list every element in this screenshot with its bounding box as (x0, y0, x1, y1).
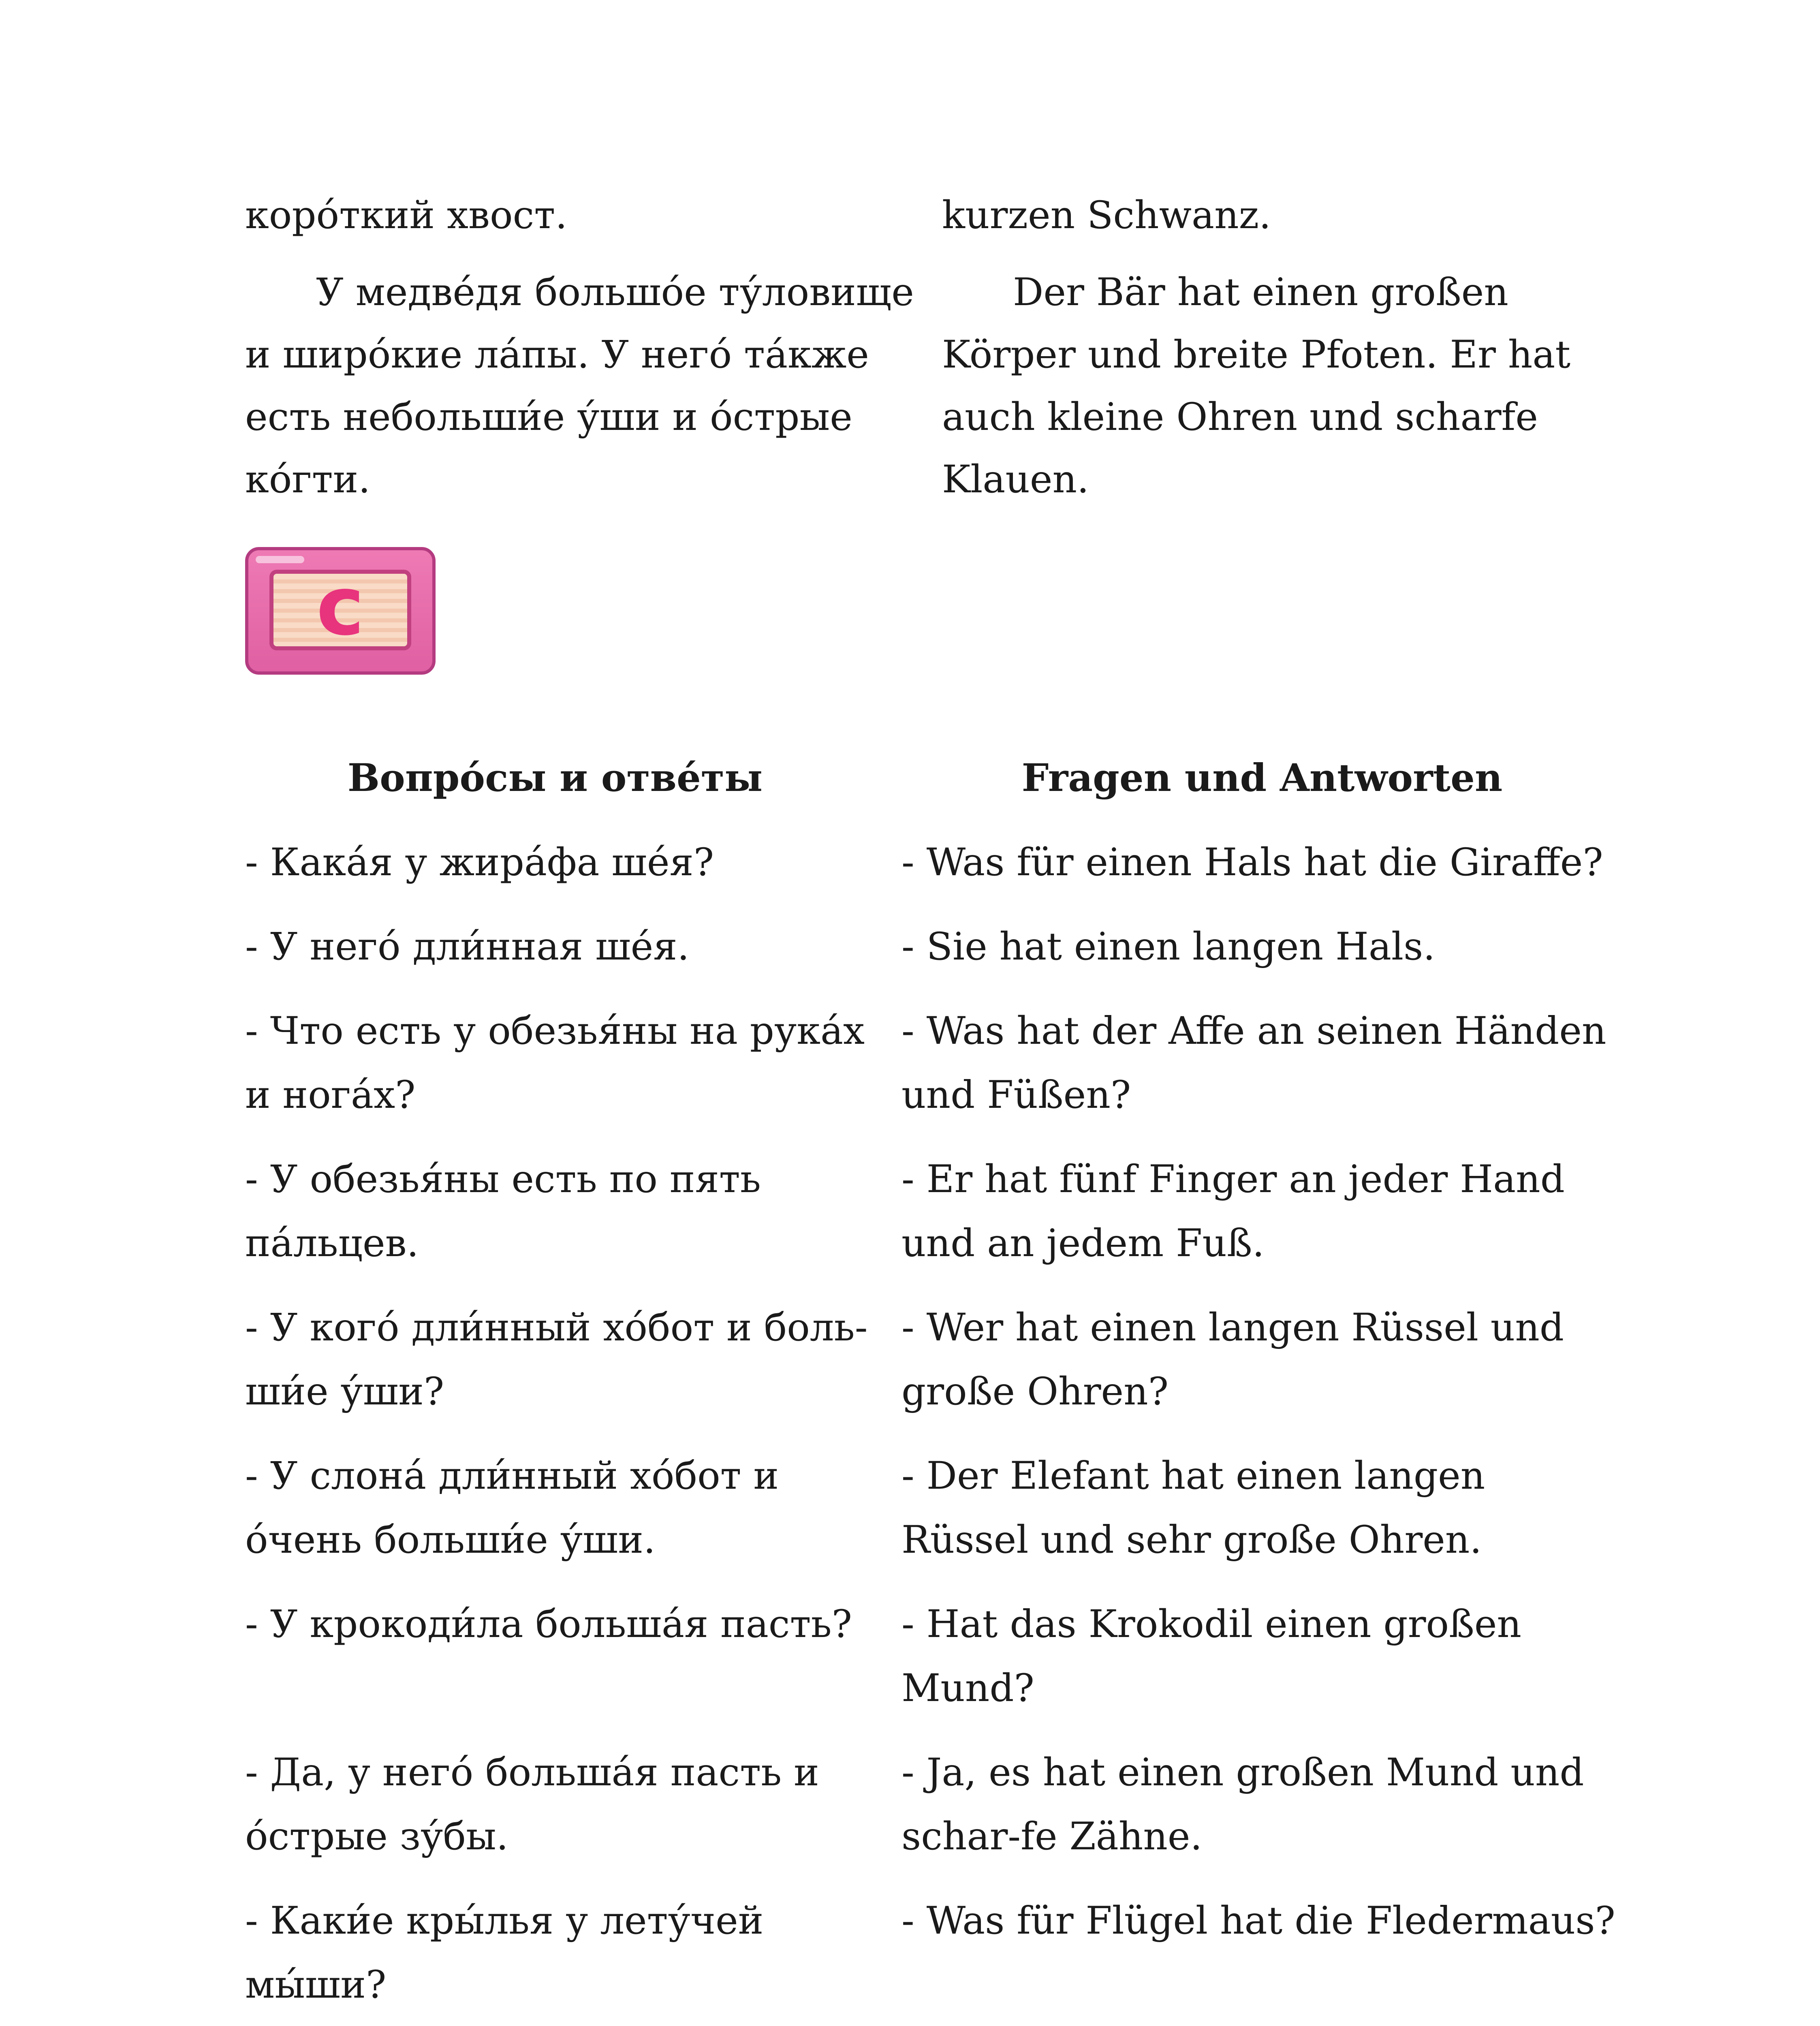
qa-de-text: - Was für Flügel hat die Fledermaus? (901, 1899, 1615, 1943)
qa-row (245, 1592, 1623, 1720)
qa-row (245, 999, 1623, 1127)
intro-de-line: kurzen Schwanz. (942, 193, 1271, 237)
qa-row (245, 1148, 1623, 1276)
qa-ru-text: - Каки́е кры́лья у лету́чей мы́ши? (245, 1899, 764, 2007)
qa-de-text: - Was für einen Hals hat die Giraffe? (901, 840, 1603, 885)
qa-row (245, 915, 1623, 979)
qa-ru-text: - Кака́я у жира́фа ше́я? (245, 840, 714, 885)
qa-row (245, 1889, 1623, 2017)
qa-ru-text: - Что есть у обезья́ны на рука́х и нога́х? (245, 1009, 865, 1117)
qa-de-text: - Sie hat einen langen Hals. (901, 925, 1435, 969)
badge-shine (256, 556, 304, 563)
qa-ru-text: - У обезья́ны есть по пять па́льцев. (245, 1157, 761, 1265)
qa-ru-text: - У крокоди́ла больша́я пасть? (245, 1602, 852, 1646)
qa-row (245, 1296, 1623, 1424)
qa-ru-text: - У слона́ дли́нный хо́бот и о́чень больши́е у́ши. (245, 1454, 779, 1562)
intro-ru-column (245, 184, 918, 511)
qa-de-text: - Hat das Krokodil einen großen Mund? (901, 1602, 1522, 1710)
heading-de: Fragen und Antworten (1021, 756, 1503, 800)
qa-row (245, 831, 1623, 895)
intro-ru-paragraph: У медве́дя большо́е ту́ловище и широ́кие ла́пы. У него́ та́кже есть небольши́е у́ши и о́стрые ко́гти. (245, 270, 914, 502)
intro-de-paragraph: Der Bär hat einen großen Körper und breite Pfoten. Er hat auch kleine Ohren und scharfe Klauen. (942, 270, 1571, 502)
intro-de-column (942, 184, 1615, 511)
qa-de-text: - Ja, es hat einen großen Mund und schar-fe Zähne. (901, 1750, 1584, 1859)
qa-ru-text: - У кого́ дли́нный хо́бот и боль-ши́е у́ши? (245, 1306, 868, 1414)
qa-de-text: - Was hat der Affe an seinen Händen und Füßen? (901, 1009, 1606, 1117)
qa-list (245, 831, 1623, 2026)
qa-row (245, 1444, 1623, 1572)
qa-de-text: - Wer hat einen langen Rüssel und große Ohren? (901, 1306, 1564, 1414)
qa-ru-text: - У него́ дли́нная ше́я. (245, 925, 690, 969)
intro-ru-line: коро́ткий хвост. (245, 193, 568, 237)
letter-c-badge-icon (245, 547, 436, 675)
qa-de-text: - Er hat fünf Finger an jeder Hand und an jedem Fuß. (901, 1157, 1565, 1265)
qa-row (245, 1741, 1623, 1869)
badge-letter: c (316, 559, 365, 654)
qa-ru-text: - Да, у него́ больша́я пасть и о́стрые зу́бы. (245, 1750, 819, 1859)
qa-de-text: - Der Elefant hat einen langen Rüssel und sehr große Ohren. (901, 1454, 1485, 1562)
heading-ru: Вопро́сы и отве́ты (347, 756, 763, 800)
badge-inner-panel (269, 559, 411, 654)
